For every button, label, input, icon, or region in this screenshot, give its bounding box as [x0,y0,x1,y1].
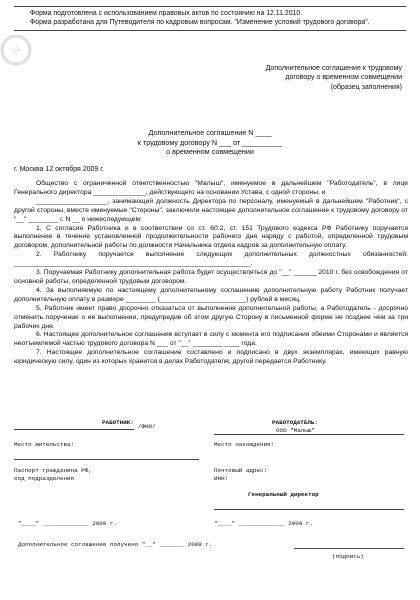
general-director-label: Генеральный директор [248,491,319,498]
agreement-title [110,128,310,157]
city-date: г. Москва 12 октября 2009 г. [14,166,104,173]
paragraph-clause-6: 6. Настоящее дополнительное соглашение вступает в силу с момента его подписания обеими Сторонами и является неотъемлемой частью трудового договора N ___ от "__" ________ ____ года. [14,331,408,348]
residence-line [14,459,199,460]
paragraph-clause-3: 3. Поручаемая Работнику дополнительная работа будет осуществляться до "__" ______ 2010 г. без освобождения от основной работы, определенной трудовым договором. [14,269,408,285]
employee-sign-date: "____" _____________ 2009 г. [18,520,117,527]
title-line-3: о временном совмещении [166,147,254,157]
document-type-block [222,64,402,92]
paragraph-parties-employee: ___________________, занимающий должность Директора по персоналу, именуемый в дальнейшем "Работник", с другой стороны, вместе именуемые "Стороны", заключили настоящее дополнительное соглашение к трудовому договору от "__" ________ г. N __ о нижеследующем: [14,197,408,223]
paragraph-clause-1: 1. С согласия Работника и в соответствии со ст. 60.2, ст. 151 Трудового кодекса РФ Работнику поручается выполнение в течение установленной продолжительности рабочего дня наряду с работой, определенной трудовым договором, дополнительной работы по должности Начальника отдела кадров за дополнительную оплату. [14,224,408,250]
employer-name-line [214,434,404,435]
paragraph-parties-employer: Общество с ограниченной ответственностью "Малыш", именуемое в дальнейшем "Работодатель", в лице Генерального директора ______________, действующего на основании Устава, с одной стороны, и [14,180,408,196]
inn-label: ИНН: [214,475,229,482]
receipt-signature-line [294,548,404,549]
employee-fio-caption: /ФИО/ [138,423,156,430]
svg-text:N: N [9,43,24,58]
paragraph-clause-7: 7. Настоящее дополнительное соглашение составлено и подписано в двух экземплярах, имеющих равную юридическую силу, один из которых хранится в делах Работодателя, другой передается Работнику. [14,349,408,366]
division-code-label: код подразделения [14,475,75,482]
employer-sign-date: "____" _____________ 2009 г. [214,520,313,527]
employee-name-line [14,429,134,430]
signature-caption: (подпись) [332,553,364,560]
postal-address-label: Почтовый адрес: [214,467,268,474]
employer-signature-line [214,509,404,510]
title-line-1: Дополнительное соглашение N ____ [148,128,272,137]
doc-type-line-2: договору о временном совмещении [285,74,402,82]
header-line-1: Форма подготовлена с использованием правовых актов по состоянию на 12.11.2010. [30,10,303,17]
paragraph-clause-5: 5. Работник имеет право досрочно отказаться от выполнения дополнительной работы, а Работодатель - досрочно отменить поручение о ее выполнении, предупредив об этом другую Сторону в письменной форме не позднее чем за три рабочих дня. [14,304,408,330]
passport-label: Паспорт гражданина РФ, [14,467,92,474]
copy-received-line: Дополнительное соглашение получено "__" _______ 2009 г. [18,541,213,548]
watermark-logo [0,30,36,70]
paragraph-clause-4: 4. За выполняемую по настоящему дополнительному соглашению дополнительную работу Работник получает дополнительную оплату в размере ________ (_______________________) рублей в месяц. [14,286,408,303]
title-line-2: к трудовому договору N ___ от __________ [137,137,283,147]
nozdr-logo-watermark-icon [0,30,36,70]
location-label: Место нахождения: [214,441,275,448]
doc-type-line-1: Дополнительное соглашение к трудовому [265,65,402,72]
employer-heading: РАБОТОДАТЕЛЬ: [272,419,318,426]
employee-heading: РАБОТНИК: [102,419,134,426]
doc-type-line-3: (образец заполнения) [330,83,402,91]
paragraph-clause-2: 2. Работнику поручается выполнение следующих дополнительных должностных обязанностей: _______________________________________________________________. [14,251,408,268]
form-header-note [14,6,406,31]
employer-org-name: ООО "Малыш" [276,427,315,434]
residence-label: Место жительства: [14,441,75,448]
header-line-2: Форма разработана для Путеводителя по кадровым вопросам. "Изменение условий трудового договора". [30,19,370,26]
agreement-body [14,180,408,367]
